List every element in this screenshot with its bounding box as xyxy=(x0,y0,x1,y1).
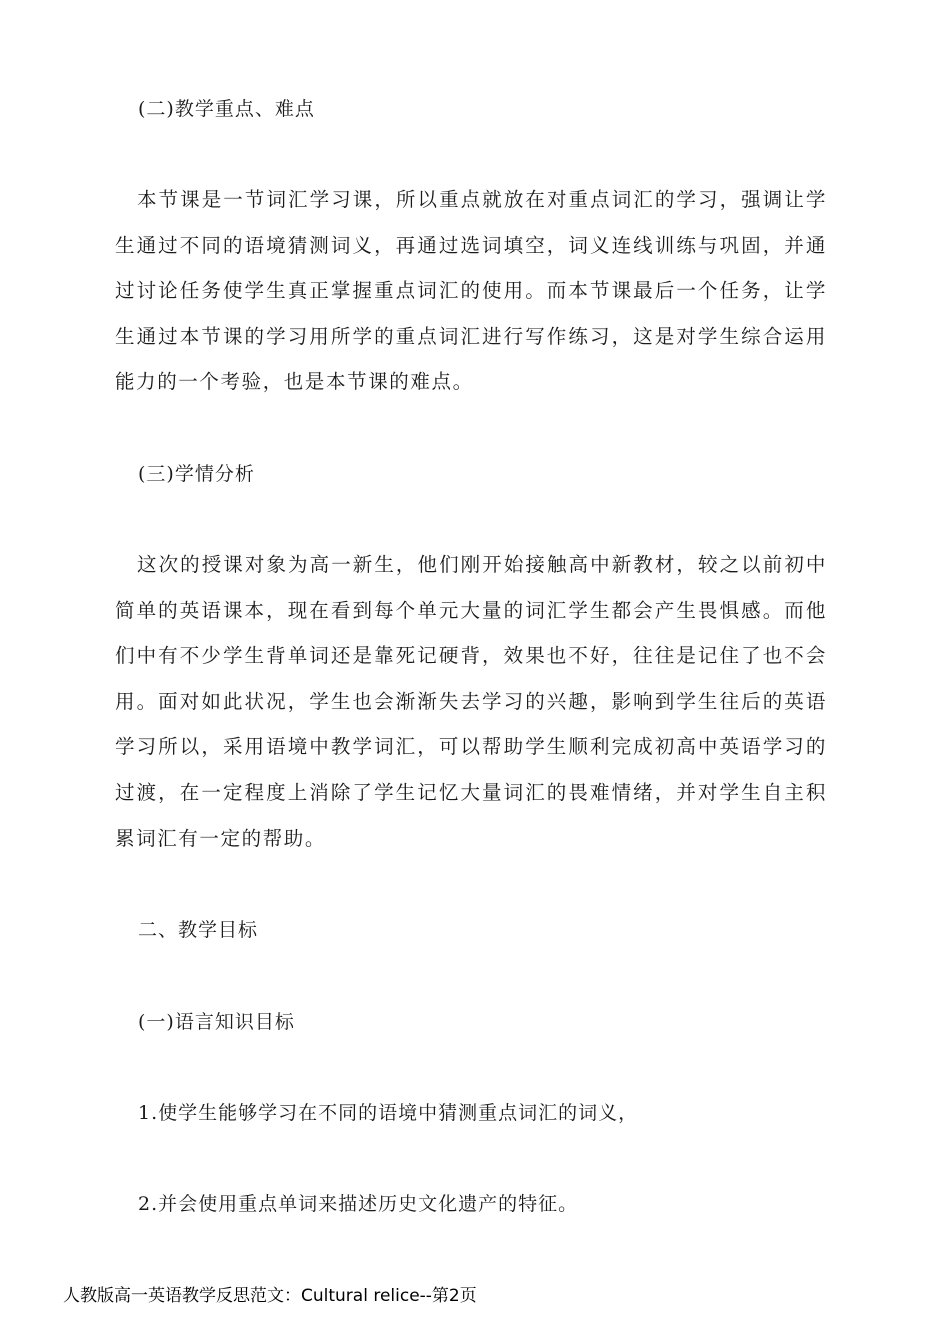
paragraph-key-points: 本节课是一节词汇学习课，所以重点就放在对重点词汇的学习，强调让学生通过不同的语境猜测词义，再通过选词填空，词义连线训练与巩固，并通过讨论任务使学生真正掌握重点词汇的使用。而本节课最后一个任务，让学生通过本节课的学习用所学的重点词汇进行写作练习，这是对学生综合运用能力的一个考验，也是本节课的难点。 xyxy=(115,188,827,394)
section-title-teaching-objectives: 二、教学目标 xyxy=(138,919,259,941)
subsection-title-language-knowledge: (一)语言知识目标 xyxy=(138,1011,295,1033)
heading-learner-analysis: (三)学情分析 xyxy=(138,463,255,485)
heading-key-difficult-points: (二)教学重点、难点 xyxy=(138,98,315,120)
page-footer: 人教版高一英语教学反思范文：Cultural relice--第2页 xyxy=(63,1286,477,1306)
list-item-objective-1: 1.使学生能够学习在不同的语境中猜测重点词汇的词义， xyxy=(138,1102,639,1124)
list-item-objective-2: 2.并会使用重点单词来描述历史文化遗产的特征。 xyxy=(138,1193,579,1215)
paragraph-learner-analysis: 这次的授课对象为高一新生，他们刚开始接触高中新教材，较之以前初中简单的英语课本，现在看到每个单元大量的词汇学生都会产生畏惧感。而他们中有不少学生背单词还是靠死记硬背，效果也不好，往往是记住了也不会用。面对如此状况，学生也会渐渐失去学习的兴趣，影响到学生往后的英语学习所以，采用语境中教学词汇，可以帮助学生顺利完成初高中英语学习的过渡，在一定程度上消除了学生记忆大量词汇的畏难情绪，并对学生自主积累词汇有一定的帮助。 xyxy=(115,553,827,850)
